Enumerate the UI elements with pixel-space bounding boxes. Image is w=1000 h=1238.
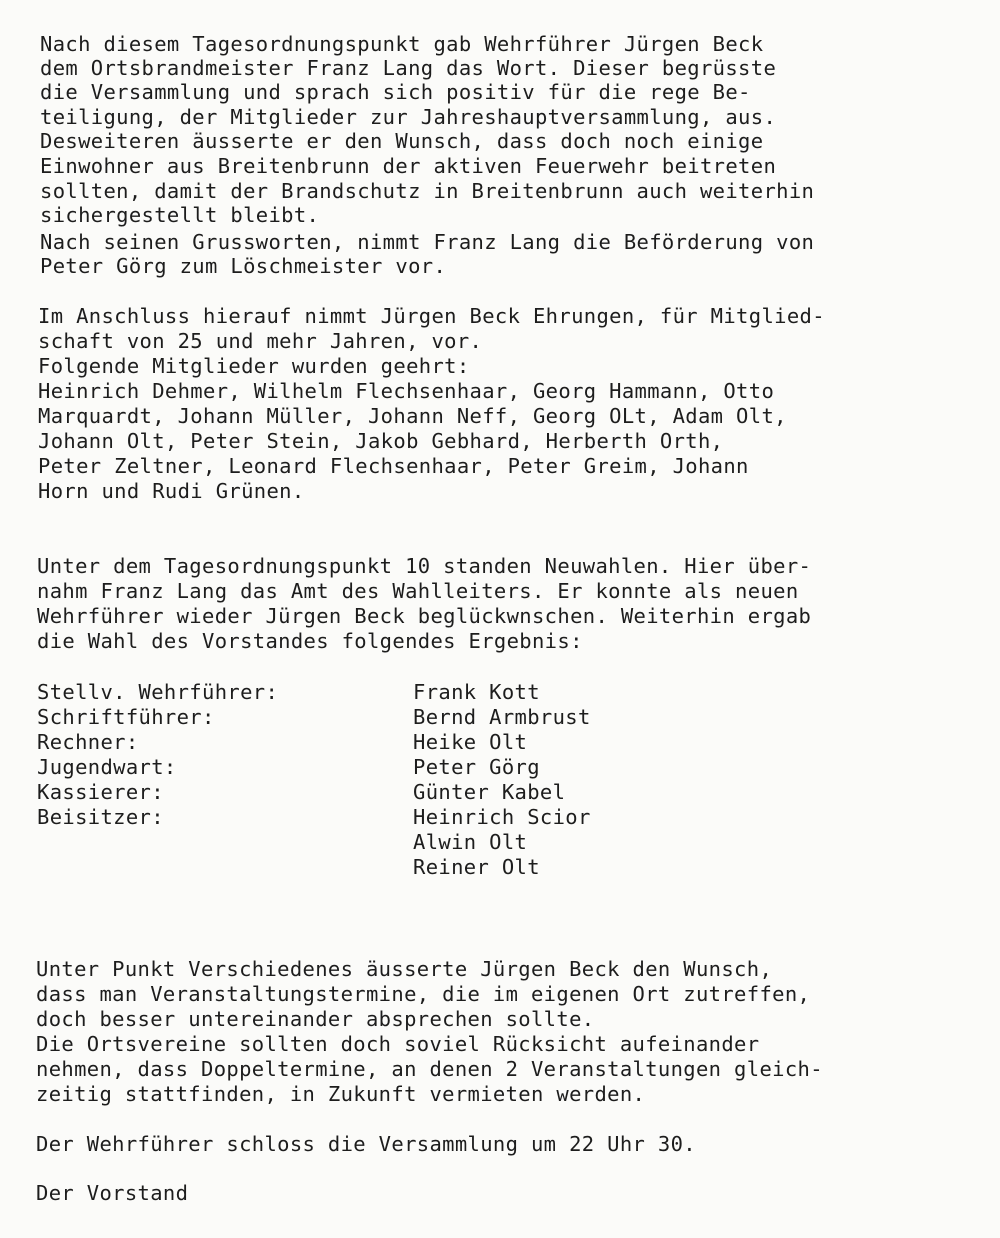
text-line: Im Anschluss hierauf nimmt Jürgen Beck Ehrungen, für Mitglied- bbox=[38, 304, 825, 328]
text-line: nehmen, dass Doppeltermine, an denen 2 Veranstaltungen gleich- bbox=[36, 1057, 823, 1081]
text-line: Einwohner aus Breitenbrunn der aktiven Feuerwehr beitreten bbox=[40, 154, 777, 178]
text-line: dass man Veranstaltungstermine, die im eigenen Ort zutreffen, bbox=[36, 982, 811, 1006]
role-label: Jugendwart: bbox=[37, 755, 177, 779]
text-line: Heinrich Dehmer, Wilhelm Flechsenhaar, Georg Hammann, Otto bbox=[38, 379, 775, 403]
text-line: Unter Punkt Verschiedenes äusserte Jürgen Beck den Wunsch, bbox=[36, 957, 773, 981]
role-label: Kassierer: bbox=[37, 780, 164, 804]
text-line: Nach diesem Tagesordnungspunkt gab Wehrführer Jürgen Beck bbox=[40, 32, 764, 56]
text-line: Johann Olt, Peter Stein, Jakob Gebhard, Herberth Orth, bbox=[38, 429, 724, 453]
role-label: Schriftführer: bbox=[37, 705, 215, 729]
text-line: teiligung, der Mitglieder zur Jahreshauptversammlung, aus. bbox=[40, 105, 777, 129]
text-line: Nach seinen Grussworten, nimmt Franz Lang die Beförderung von bbox=[40, 230, 815, 254]
text-line: sichergestellt bleibt. bbox=[40, 203, 320, 227]
member-name: Reiner Olt bbox=[413, 855, 540, 879]
text-line: Folgende Mitglieder wurden geehrt: bbox=[38, 354, 470, 378]
member-name: Peter Görg bbox=[413, 755, 540, 779]
text-line: Peter Görg zum Löschmeister vor. bbox=[40, 254, 447, 278]
text-line: dem Ortsbrandmeister Franz Lang das Wort. Dieser begrüsste bbox=[40, 56, 777, 80]
role-label: Beisitzer: bbox=[37, 805, 164, 829]
text-line: doch besser untereinander absprechen sollte. bbox=[36, 1007, 595, 1031]
text-line: nahm Franz Lang das Amt des Wahlleiters. Er konnte als neuen bbox=[37, 579, 799, 603]
member-name: Alwin Olt bbox=[413, 830, 528, 854]
closing-statement: Der Wehrführer schloss die Versammlung um 22 Uhr 30. bbox=[36, 1132, 696, 1156]
text-line: Unter dem Tagesordnungspunkt 10 standen Neuwahlen. Hier über- bbox=[37, 554, 812, 578]
text-line: zeitig stattfinden, in Zukunft vermieten werden. bbox=[36, 1082, 646, 1106]
member-name: Frank Kott bbox=[413, 680, 540, 704]
role-label: Stellv. Wehrführer: bbox=[37, 680, 279, 704]
member-name: Günter Kabel bbox=[413, 780, 566, 804]
text-line: Die Ortsvereine sollten doch soviel Rücksicht aufeinander bbox=[36, 1032, 760, 1056]
text-line: Marquardt, Johann Müller, Johann Neff, Georg OLt, Adam Olt, bbox=[38, 404, 787, 428]
text-line: Peter Zeltner, Leonard Flechsenhaar, Peter Greim, Johann bbox=[38, 454, 749, 478]
text-line: die Wahl des Vorstandes folgendes Ergebnis: bbox=[37, 629, 583, 653]
member-name: Bernd Armbrust bbox=[413, 705, 591, 729]
role-label: Rechner: bbox=[37, 730, 139, 754]
member-name: Heinrich Scior bbox=[413, 805, 591, 829]
text-line: schaft von 25 und mehr Jahren, vor. bbox=[38, 329, 483, 353]
text-line: sollten, damit der Brandschutz in Breitenbrunn auch weiterhin bbox=[40, 179, 815, 203]
text-line: die Versammlung und sprach sich positiv für die rege Be- bbox=[40, 80, 751, 104]
text-line: Desweiteren äusserte er den Wunsch, dass doch noch einige bbox=[40, 129, 764, 153]
text-line: Horn und Rudi Grünen. bbox=[38, 479, 305, 503]
text-line: Wehrführer wieder Jürgen Beck beglückwnschen. Weiterhin ergab bbox=[37, 604, 812, 628]
signature: Der Vorstand bbox=[36, 1181, 189, 1205]
member-name: Heike Olt bbox=[413, 730, 528, 754]
